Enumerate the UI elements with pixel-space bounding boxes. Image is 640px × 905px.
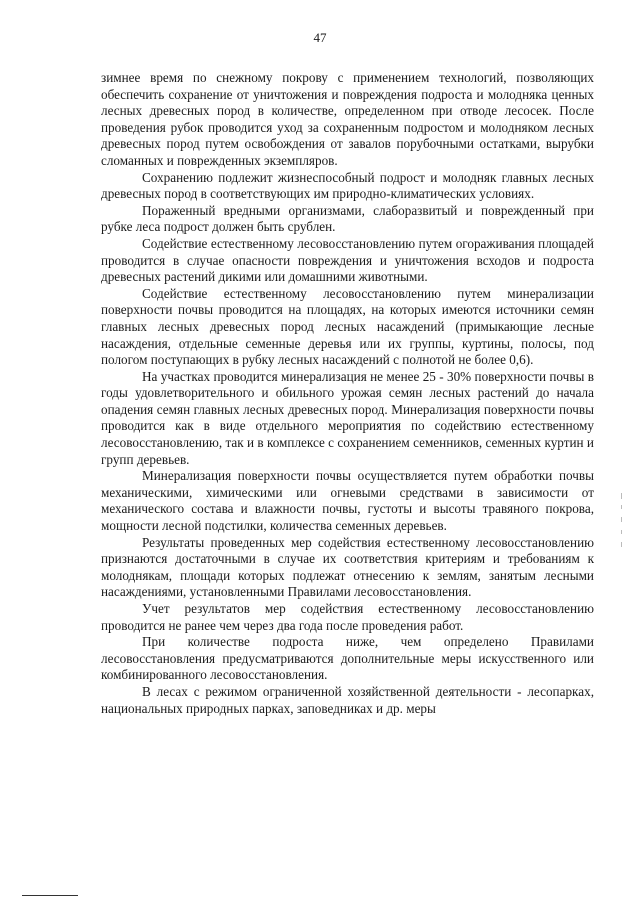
paragraph: На участках проводится минерализация не менее 25 - 30% поверхности почвы в годы удовлетворительного и обильного урожая семян лесных растений до начала опадения семян главных лесных древесных пород. Минерализация поверхности почвы проводится как в виде отдельного мероприятия по содействию естественному лесовосстановлению, так и в комплексе с сохранением семенников, семенных куртин и групп деревьев. xyxy=(101,368,594,467)
footnote-separator xyxy=(22,895,78,896)
scan-artifact xyxy=(621,542,622,547)
scan-artifact xyxy=(621,517,622,522)
paragraph: Результаты проведенных мер содействия естественному лесовосстановлению признаются достаточными в случае их соответствия критериям и требованиям к молоднякам, площади которых подлежат отнесению к землям, занятым лесными насаждениями, установленными Правилами лесовосстановления. xyxy=(101,534,594,600)
scan-artifact xyxy=(621,530,622,534)
paragraph: При количестве подроста ниже, чем определено Правилами лесовосстановления предусматриваются дополнительные меры искусственного или комбинированного лесовосстановления. xyxy=(101,634,594,683)
page-number: 47 xyxy=(313,30,327,45)
paragraph: Учет результатов мер содействия естественному лесовосстановлению проводится не ранее чем через два года после проведения работ. xyxy=(101,601,594,633)
paragraph: Содействие естественному лесовосстановлению путем огораживания площадей проводится в случае опасности повреждения и уничтожения всходов и подроста древесных растений дикими или домашними животными. xyxy=(101,235,594,285)
paragraph: зимнее время по снежному покрову с применением технологий, позволяющих обеспечить сохранение от уничтожения и повреждения подроста и молодняка ценных лесных древесных пород в количестве, определенном при отводе лесосек. После проведения рубок проводится уход за сохраненным подростом и молодняком лесных древесных пород путем освобождения от завалов порубочными остатками, вырубки сломанных и поврежденных экземпляров. xyxy=(101,70,594,168)
paragraph: Сохранению подлежит жизнеспособный подрост и молодняк главных лесных древесных пород в соответствующих им природно-климатических условиях. xyxy=(101,169,594,202)
paragraph: Минерализация поверхности почвы осуществляется путем обработки почвы механическими, химическими или огневыми средствами в зависимости от механического состава и влажности почвы, густоты и высоты травяного покрова, мощности лесной подстилки, количества семенных деревьев. xyxy=(101,468,594,534)
paragraph: Пораженный вредными организмами, слаборазвитый и поврежденный при рубке леса подрост должен быть срублен. xyxy=(101,202,594,235)
scan-artifact xyxy=(621,493,622,499)
paragraph: В лесах с режимом ограниченной хозяйственной деятельности - лесопарках, национальных природных парках, заповедниках и др. меры xyxy=(101,683,594,716)
paragraph: Содействие естественному лесовосстановлению путем минерализации поверхности почвы проводится на площадях, на которых имеются источники семян главных лесных древесных пород лесных насаждений (примыкающие лесные насаждения, отдельные семенные деревья или их группы, куртины, полосы, под пологом поступающих в рубку лесных насаждений с полнотой не более 0,6). xyxy=(101,285,594,368)
document-body xyxy=(101,70,594,717)
scan-artifact xyxy=(621,505,622,509)
